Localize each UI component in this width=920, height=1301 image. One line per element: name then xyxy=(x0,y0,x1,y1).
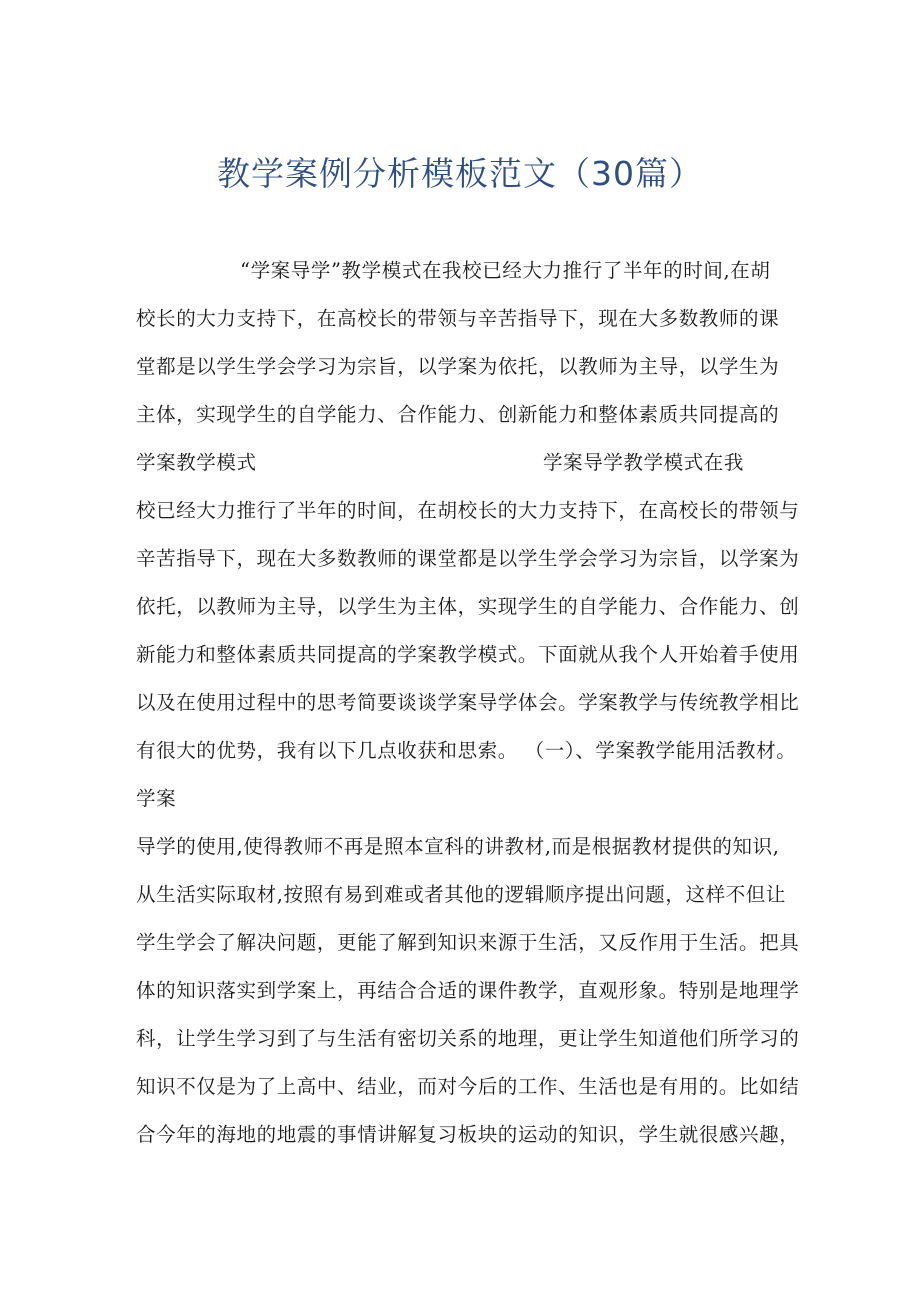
paragraph-line: 学案导学教学模式在我 xyxy=(543,451,745,474)
paragraph-line: 学案 xyxy=(136,787,177,810)
paragraph-line: 校已经大力推行了半年的时间，在胡校长的大力支持下，在高校长的带领与 xyxy=(136,499,800,522)
paragraph-line: 科，让学生学习到了与生活有密切关系的地理，更让学生知道他们所学习的 xyxy=(136,1027,800,1050)
paragraph-line: 学案教学模式 xyxy=(136,451,257,474)
paragraph-line: 堂都是以学生学会学习为宗旨，以学案为依托，以教师为主导，以学生为 xyxy=(136,355,780,378)
paragraph-line: 以及在使用过程中的思考简要谈谈学案导学体会。学案教学与传统教学相比 xyxy=(136,691,800,714)
paragraph-line: 辛苦指导下，现在大多数教师的课堂都是以学生学会学习为宗旨，以学案为 xyxy=(136,547,800,570)
paragraph-line: 学生学会了解决问题，更能了解到知识来源于生活，又反作用于生活。把具 xyxy=(136,931,800,954)
paragraph-line: 依托，以教师为主导，以学生为主体，实现学生的自学能力、合作能力、创 xyxy=(136,595,800,618)
paragraph-line: “学案导学”教学模式在我校已经大力推行了半年的时间,在胡 xyxy=(240,259,771,282)
paragraph-line: 导学的使用,使得教师不再是照本宣科的讲教材,而是根据教材提供的知识, xyxy=(136,835,780,858)
document-title: 教学案例分析模板范文（30篇） xyxy=(217,154,703,193)
paragraph-line: 体的知识落实到学案上，再结合合适的课件教学，直观形象。特别是地理学 xyxy=(136,979,800,1002)
paragraph-line: 新能力和整体素质共同提高的学案教学模式。下面就从我个人开始着手使用 xyxy=(136,643,800,666)
paragraph-line: 知识不仅是为了上高中、结业，而对今后的工作、生活也是有用的。比如结 xyxy=(136,1075,800,1098)
paragraph-line: 有很大的优势，我有以下几点收获和思索。 （一）、学案教学能用活教材。 xyxy=(136,739,797,762)
paragraph-line: 校长的大力支持下，在高校长的带领与辛苦指导下，现在大多数教师的课 xyxy=(136,307,780,330)
paragraph-line: 合今年的海地的地震的事情讲解复习板块的运动的知识，学生就很感兴趣， xyxy=(136,1123,800,1146)
paragraph-line: 主体，实现学生的自学能力、合作能力、创新能力和整体素质共同提高的 xyxy=(136,403,780,426)
paragraph-line: 从生活实际取材,按照有易到难或者其他的逻辑顺序提出问题，这样不但让 xyxy=(136,883,786,906)
